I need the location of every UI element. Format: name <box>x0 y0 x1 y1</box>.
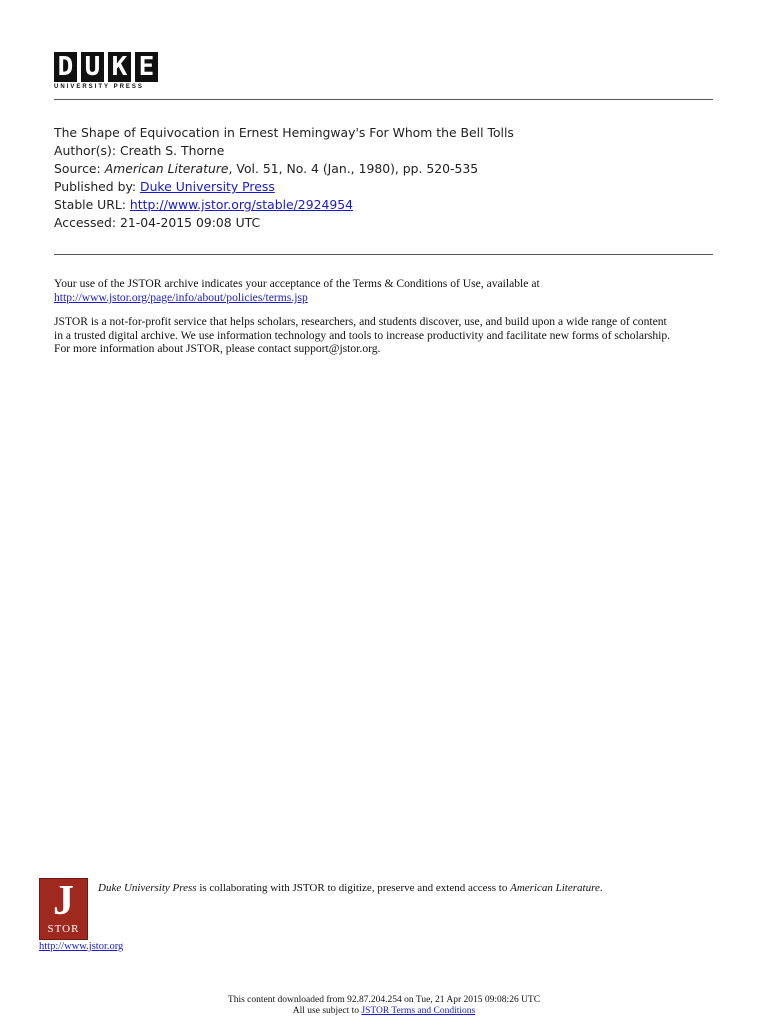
logo-subtitle: UNIVERSITY PRESS <box>54 84 144 90</box>
middle-divider <box>54 254 713 255</box>
terms-block <box>54 277 714 367</box>
jstor-logo[interactable] <box>39 878 88 940</box>
about-line-1: JSTOR is a not-for-profit service that helps scholars, researchers, and students discover, use, and build upon a wide range of content <box>54 315 667 329</box>
publisher-link[interactable]: Duke University Press <box>140 179 275 194</box>
authors-label: Author(s): <box>54 143 117 158</box>
published-line <box>54 178 714 196</box>
source-journal: American Literature <box>104 161 229 176</box>
article-title: The Shape of Equivocation in Ernest Hemingway's For Whom the Bell Tolls <box>54 125 514 140</box>
collab-journal: American Literature <box>510 882 600 894</box>
jstor-logo-letter: J <box>53 878 74 924</box>
logo-letter-d: D <box>54 52 77 82</box>
footer-terms-link[interactable]: JSTOR Terms and Conditions <box>361 1006 476 1016</box>
stable-url-link[interactable]: http://www.jstor.org/stable/2924954 <box>129 197 353 212</box>
terms-intro: Your use of the JSTOR archive indicates your acceptance of the Terms & Conditions of Use, available at <box>54 277 540 290</box>
source-details: , Vol. 51, No. 4 (Jan., 1980), pp. 520-535 <box>228 161 479 176</box>
terms-paragraph <box>54 277 714 304</box>
logo-letter-e: E <box>135 52 158 82</box>
collaboration-statement <box>98 881 718 895</box>
terms-link[interactable]: http://www.jstor.org/page/info/about/policies/terms.jsp <box>54 290 308 304</box>
accessed-line: Accessed: 21-04-2015 09:08 UTC <box>54 215 261 230</box>
download-info: This content downloaded from 92.87.204.254 on Tue, 21 Apr 2015 09:08:26 UTC <box>227 995 541 1005</box>
stable-url-label: Stable URL: <box>54 197 126 212</box>
jstor-about-paragraph <box>54 315 714 356</box>
collab-publisher: Duke University Press <box>98 882 197 894</box>
top-divider <box>54 99 713 100</box>
download-footer <box>0 995 768 1017</box>
about-line-2: in a trusted digital archive. We use information technology and tools to increase productivity and facilitate new forms of scholarship. <box>54 328 671 342</box>
duke-university-press-logo <box>54 52 162 90</box>
usage-line <box>0 1006 768 1017</box>
about-line-3: For more information about JSTOR, please contact support@jstor.org. <box>54 342 381 356</box>
citation-block <box>54 124 714 232</box>
published-label: Published by: <box>54 179 137 194</box>
logo-letter-u: U <box>81 52 104 82</box>
source-line <box>54 160 714 178</box>
collab-end: . <box>599 882 603 894</box>
stable-url-line <box>54 196 714 214</box>
jstor-home-link[interactable]: http://www.jstor.org <box>39 941 124 952</box>
jstor-logo-word: STOR <box>47 923 80 935</box>
usage-prefix: All use subject to <box>292 1006 362 1016</box>
authors-line <box>54 142 714 160</box>
source-label: Source: <box>54 161 101 176</box>
collab-middle: is collaborating with JSTOR to digitize, preserve and extend access to <box>196 882 511 894</box>
authors-value: Creath S. Thorne <box>119 143 225 158</box>
logo-letter-k: K <box>108 52 131 82</box>
